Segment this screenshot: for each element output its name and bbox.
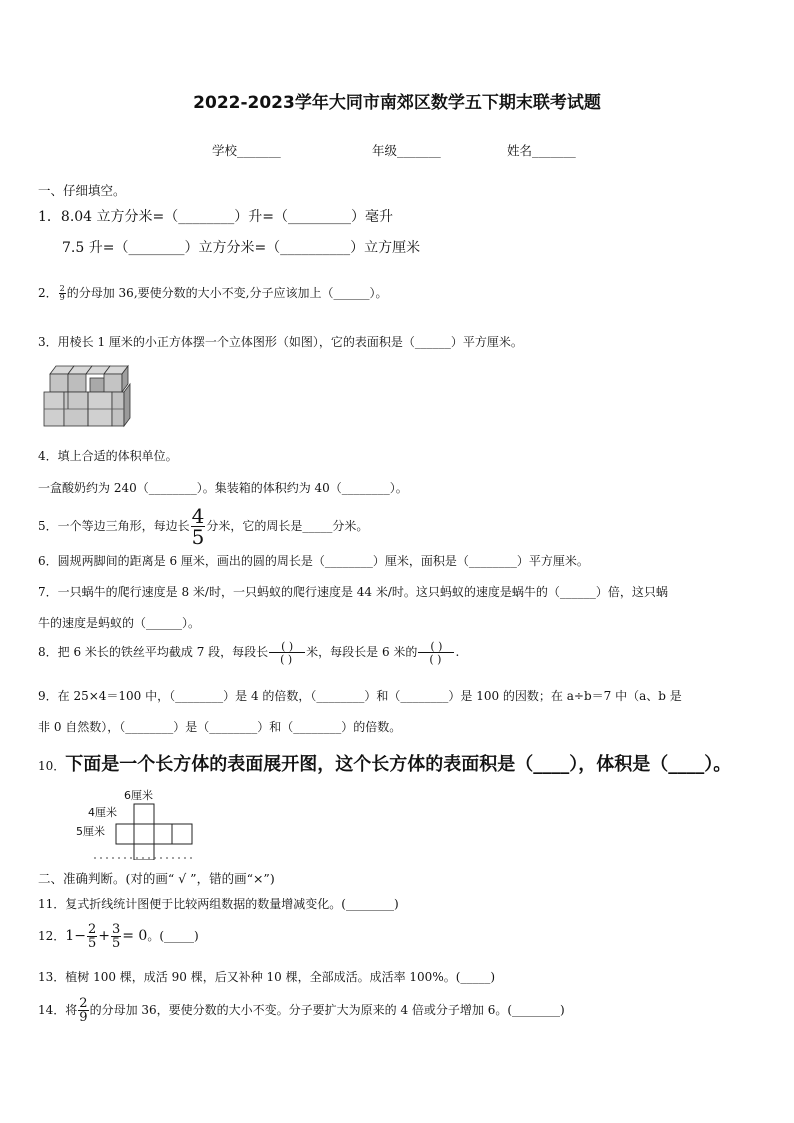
question-4-line-2: 一盒酸奶约为 240（________）。集装箱的体积约为 40（________）。 <box>38 481 408 495</box>
fraction-2-9: $\frac{2}{9}$ <box>59 284 65 302</box>
question-2: 2． $\frac{2}{9}$ 的分母加 36,要使分数的大小不变,分子应该加上（______）。 <box>38 284 388 302</box>
fraction-blank-2: $\frac{( )}{( )}$ <box>418 640 454 665</box>
question-14: 14．将 $\frac{2}{9}$ 的分母加 36，要使分数的大小不变。分子要扩大为原来的 4 倍或分子增加 6。(________) <box>38 996 565 1025</box>
cube-figure <box>40 362 134 432</box>
net-label-mid: 4厘米 <box>88 806 117 819</box>
fraction-3-5: $\frac{3}{5}$ <box>111 922 121 951</box>
fraction-2-9: $\frac{2}{9}$ <box>79 996 88 1025</box>
question-3: 3．用棱长 1 厘米的小正方体摆一个立体图形（如图），它的表面积是（______）平方厘米。 <box>38 335 523 349</box>
fraction-2-5: $\frac{2}{5}$ <box>87 922 97 951</box>
section-2-heading: 二、准确判断。(对的画“ √ ”，错的画“×”) <box>38 871 275 886</box>
question-10: 10．下面是一个长方体的表面展开图，这个长方体的表面积是（____），体积是（____）。 <box>38 754 732 775</box>
cuboid-net-figure <box>74 786 198 860</box>
fraction-blank-1: $\frac{( )}{( )}$ <box>269 640 305 665</box>
question-9-line-2: 非 0 自然数），（________）是（________）和（________）的倍数。 <box>38 720 402 734</box>
question-4: 4．填上合适的体积单位。 <box>38 449 178 463</box>
fraction-4-5: $\frac{4}{5}$ <box>191 504 205 549</box>
net-label-top: 6厘米 <box>124 789 153 802</box>
name-field: 姓名_______ <box>507 143 576 158</box>
question-7-line-1: 7．一只蜗牛的爬行速度是 8 米/时，一只蚂蚁的爬行速度是 44 米/时。这只蚂蚁的速度是蜗牛的（______）倍，这只蜗 <box>38 585 668 599</box>
question-12: 12．1− $\frac{2}{5}$ + $\frac{3}{5}$ = 0。(_____) <box>38 922 199 951</box>
question-1-line-2: 7.5 升=（________）立方分米=（__________）立方厘米 <box>62 240 421 256</box>
question-9-line-1: 9．在 25×4＝100 中，（________）是 4 的倍数，（________）和（________）是 100 的因数；在 a÷b＝7 中（a、b 是 <box>38 689 682 703</box>
school-field: 学校_______ <box>212 143 281 158</box>
question-7-line-2: 牛的速度是蚂蚁的（______）。 <box>38 616 201 630</box>
question-11: 11．复式折线统计图便于比较两组数据的数量增减变化。(________) <box>38 897 399 911</box>
question-13: 13．植树 100 棵，成活 90 棵，后又补种 10 棵，全部成活。成活率 100%。(_____) <box>38 970 496 984</box>
page-title: 2022-2023学年大同市南郊区数学五下期末联考试题 <box>193 93 601 113</box>
net-label-left: 5厘米 <box>76 825 105 838</box>
question-1-line-1: 1．8.04 立方分米=（________）升=（_________）毫升 <box>38 209 393 225</box>
section-1-heading: 一、仔细填空。 <box>38 183 126 198</box>
question-6: 6．圆规两脚间的距离是 6 厘米，画出的圆的周长是（________）厘米，面积是（________）平方厘米。 <box>38 554 589 568</box>
question-8: 8．把 6 米长的铁丝平均截成 7 段，每段长 $\frac{( )}{( )}$ 米，每段长是 6 米的 $\frac{( )}{( )}$ . <box>38 640 460 666</box>
question-5: 5．一个等边三角形，每边长 $\frac{4}{5}$ 分米，它的周长是_____分米。 <box>38 504 369 549</box>
grade-field: 年级_______ <box>372 143 441 158</box>
